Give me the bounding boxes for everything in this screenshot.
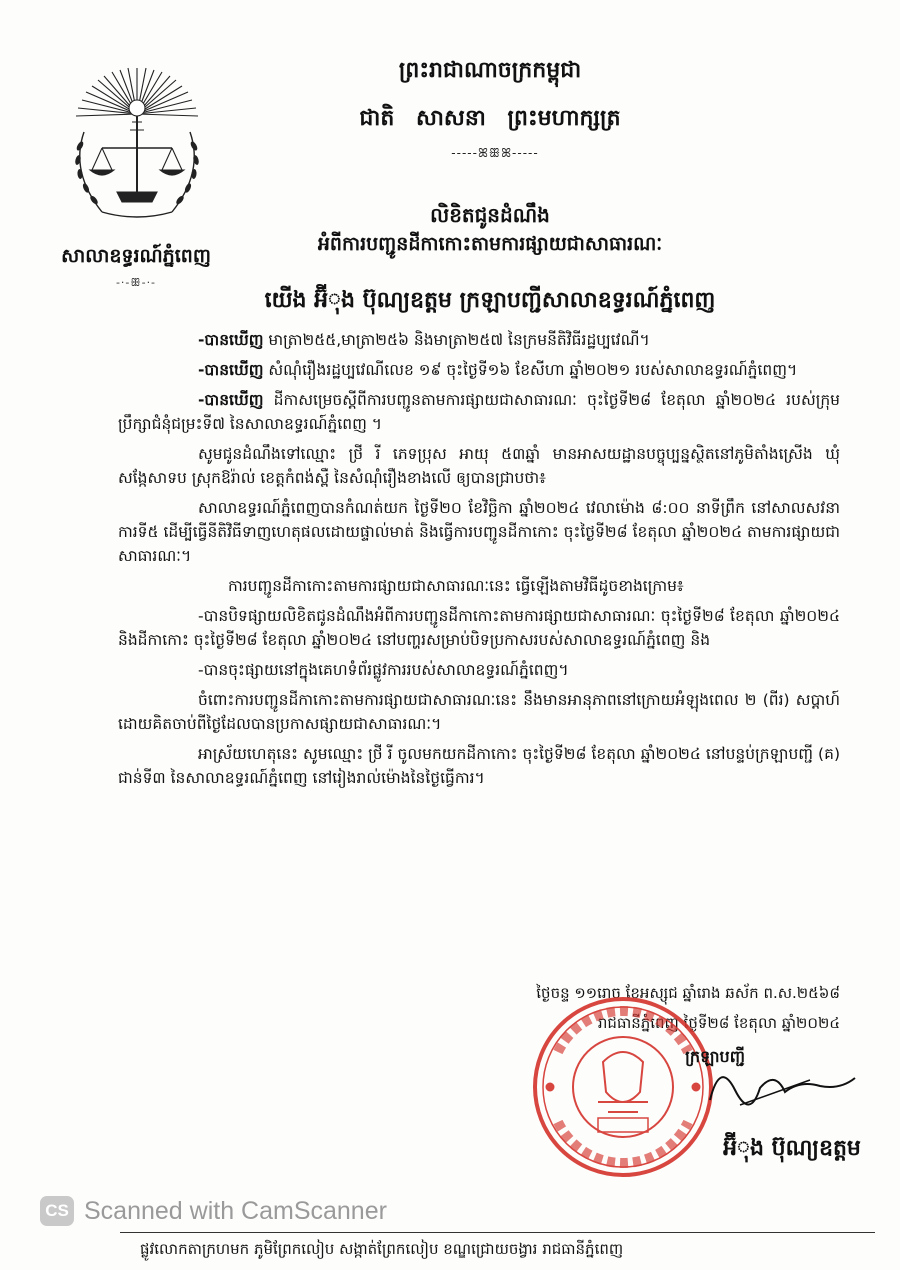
body-paragraph-7: -បានបិទផ្សាយលិខិតជូនដំណឹងអំពីការបញ្ជូនដីកាកោះតាមការផ្សាយជាសាធារណៈ ចុះថ្ងៃទី២៨ ខែតុលា ឆ្នាំ២០២៤ និងដីកាកោះ ចុះថ្ងៃទី២៨ ខែតុលា ឆ្នាំ២០២៤ នៅបញ្ហរសម្រាប់បិទប្រកាសរបស់សាលាឧទ្ធរណ៍ភ្នំពេញ និង — [118, 607, 840, 650]
lunar-date: ថ្ងៃចន្ទ ១១រោច ខែអស្សុជ ឆ្នាំរោង ឆស័ក ព.ស.២៥៦៨ — [536, 984, 840, 1002]
camscanner-logo-icon: CS — [40, 1196, 74, 1226]
national-motto: ជាតិ សាសនា ព្រះមហាក្សត្រ — [359, 106, 621, 131]
body-paragraph-8: -បានចុះផ្សាយនៅក្នុងគេហទំព័រផ្លូវការរបស់សាលាឧទ្ធរណ៍ភ្នំពេញ។ — [198, 661, 569, 680]
paragraph-text: មាត្រា២៥៥,មាត្រា២៥៦ និងមាត្រា២៥៧ នៃក្រមនីតិវិធីរដ្ឋប្បវេណី។ — [263, 331, 650, 349]
kingdom-heading: ព្រះរាជាណាចក្រកម្ពុជា — [398, 58, 582, 83]
issuer-name: សាលាឧទ្ធរណ៍ភ្នំពេញ — [61, 245, 211, 267]
header-ornament: -----ꕤꕥꕤ----- — [451, 146, 539, 160]
paragraph-text: ដីកាសម្រេចស្តីពីការបញ្ជូនតាមការផ្សាយជាសាធារណៈ ចុះថ្ងៃទី២៨ ខែតុលា ឆ្នាំ២០២៤ របស់ក្រុមប្រឹក្សាជំនុំជម្រះទី៧ នៃសាលាឧទ្ធរណ៍ភ្នំពេញ ។ — [118, 391, 840, 434]
footer-divider — [120, 1232, 875, 1233]
watermark-text: Scanned with CamScanner — [84, 1196, 387, 1225]
document-body — [118, 328, 840, 790]
body-paragraph-3 — [118, 388, 840, 436]
solar-date: រាជធានីភ្នំពេញ ថ្ងៃទី២៨ ខែតុលា ឆ្នាំ២០២៤ — [597, 1014, 840, 1032]
paragraph-text: សំណុំរឿងរដ្ឋប្បវេណីលេខ ១៩ ចុះថ្ងៃទី១៦ ខែសីហា ឆ្នាំ២០២១ របស់សាលាឧទ្ធរណ៍ភ្នំពេញ។ — [263, 361, 798, 380]
body-paragraph-5: សាលាឧទ្ធរណ៍ភ្នំពេញបានកំណត់យក ថ្ងៃទី២០ ខែវិច្ឆិកា ឆ្នាំ២០២៤ វេលាម៉ោង ៨:០០ នាទីព្រឹក នៅសាលសវនាការទី៥ ដើម្បីធ្វើនីតិវិធីទាញហេតុផលដោយផ្ទាល់មាត់ និងធ្វើការបញ្ជូនដីកាកោះ ចុះថ្ងៃទី២៨ ខែតុលា ឆ្នាំ២០២៤ តាមការផ្សាយជាសាធារណៈ។ — [118, 499, 840, 566]
document-title: លិខិតជូនដំណឹង — [430, 203, 550, 227]
document-authority: យើង អ៊ីុង ប៊ុណ្យឧត្តម ក្រឡាបញ្ជីសាលាឧទ្ធរណ៍ភ្នំពេញ — [264, 288, 716, 313]
body-paragraph-10: អាស្រ័យហេតុនេះ សូមឈ្មោះ ថ្រី រី ចូលមកយកដីកាកោះ ចុះថ្ងៃទី២៨ ខែតុលា ឆ្នាំ២០២៤ នៅបន្ទប់ក្រឡាបញ្ជី (គ) ជាន់ទី៣ នៃសាលាឧទ្ធរណ៍ភ្នំពេញ នៅរៀងរាល់ម៉ោងនៃថ្ងៃធ្វើការ។ — [118, 745, 840, 788]
camscanner-watermark — [40, 1196, 387, 1226]
footer-address: ផ្លូវលោកតាក្រហមក ភូមិព្រែកលៀប សង្កាត់ព្រែកលៀប ខណ្ឌជ្រោយចង្វារ រាជធានីភ្នំពេញ — [140, 1240, 624, 1258]
signer-name: អ៊ីុង ប៊ុណ្យឧត្តម — [723, 1136, 861, 1161]
body-paragraph-9: ចំពោះការបញ្ជូនដីកាកោះតាមការផ្សាយជាសាធារណៈនេះ នឹងមានអានុភាពនៅក្រោយអំឡុងពេល ២ (ពីរ) សប្តាហ៍ ដោយគិតចាប់ពីថ្ងៃដែលបានប្រកាសផ្សាយជាសាធារណៈ។ — [118, 691, 840, 734]
paragraph-lead: -បានឃើញ — [198, 361, 264, 380]
document-subtitle: អំពីការបញ្ជូនដីកាកោះតាមការផ្សាយជាសាធារណៈ — [317, 233, 663, 255]
signer-role: ក្រឡាបញ្ជី — [685, 1047, 745, 1066]
body-paragraph-6: ការបញ្ជូនដីកាកោះតាមការផ្សាយជាសាធារណៈនេះ ធ្វើឡើងតាមវិធីដូចខាងក្រោម៖ — [228, 577, 684, 596]
body-paragraph-2 — [118, 358, 840, 382]
body-paragraph-1 — [118, 328, 840, 352]
issuer-ornament: -·-ꕥ-·- — [115, 276, 157, 289]
royal-emblem-icon — [62, 62, 212, 222]
paragraph-lead: -បានឃើញ — [198, 331, 264, 349]
paragraph-lead: -បានឃើញ — [198, 391, 264, 410]
handwritten-signature-icon — [690, 1050, 860, 1120]
body-paragraph-4: សូមជូនដំណឹងទៅឈ្មោះ ថ្រី រី ភេទប្រុស អាយុ ៥៣ឆ្នាំ មានអាសយដ្ឋានបច្ចុប្បន្នស្ថិតនៅភូមិតាំងស្រើង ឃុំសង្កែសាទប ស្រុកឱរ៉ាល់ ខេត្តកំពង់ស្ពឺ នៃសំណុំរឿងខាងលើ ឲ្យបានជ្រាបថា៖ — [118, 445, 840, 488]
